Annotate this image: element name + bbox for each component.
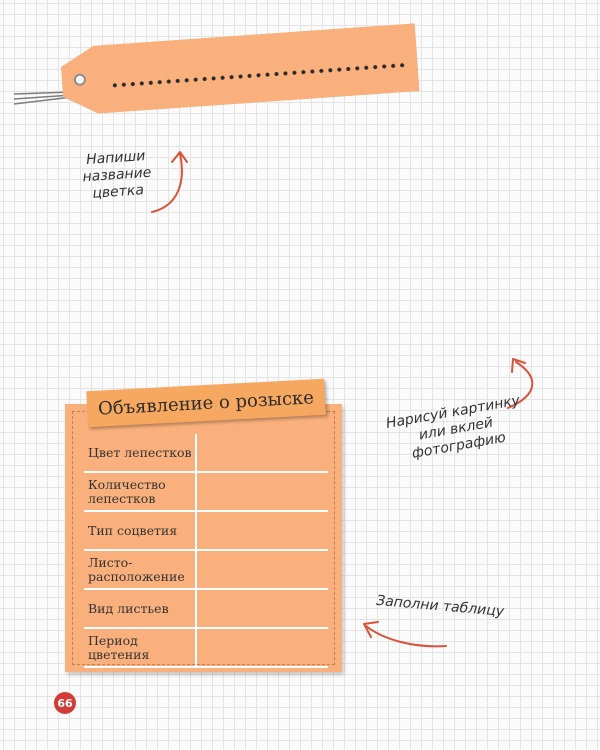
tag-hole — [73, 73, 86, 86]
table-row — [84, 434, 328, 473]
flower-name-tag[interactable] — [60, 23, 420, 116]
petal-count-cell[interactable] — [195, 473, 330, 510]
table-row — [84, 590, 328, 629]
row-label: Вид листьев — [88, 600, 169, 616]
inflorescence-type-cell[interactable] — [195, 512, 330, 549]
leaf-arrangement-cell[interactable] — [195, 551, 330, 588]
flowering-period-cell[interactable] — [195, 629, 330, 666]
row-label: Тип соцветия — [88, 522, 178, 538]
drawing-hint: Нарисуй картинку или вклей фотографию — [384, 392, 522, 462]
row-label: Количество лепестков — [88, 476, 166, 506]
card-title: Объявление о розыске — [97, 386, 315, 420]
table-row — [84, 629, 328, 668]
name-hint: Напиши название цветка — [82, 147, 152, 202]
table-row — [84, 512, 328, 551]
flower-name-field[interactable] — [110, 62, 406, 89]
arrow-to-table — [366, 626, 446, 646]
row-label: Период цветения — [88, 632, 150, 662]
table-row — [84, 473, 328, 512]
page-number-badge: 66 — [54, 692, 76, 714]
table-row — [84, 551, 328, 590]
flower-info-table — [84, 434, 328, 668]
leaf-type-cell[interactable] — [195, 590, 330, 627]
row-label: Цвет лепестков — [88, 444, 192, 460]
petal-color-cell[interactable] — [195, 434, 330, 471]
row-label: Листо-расположение — [88, 554, 185, 584]
table-hint: Заполни таблицу — [375, 592, 505, 620]
